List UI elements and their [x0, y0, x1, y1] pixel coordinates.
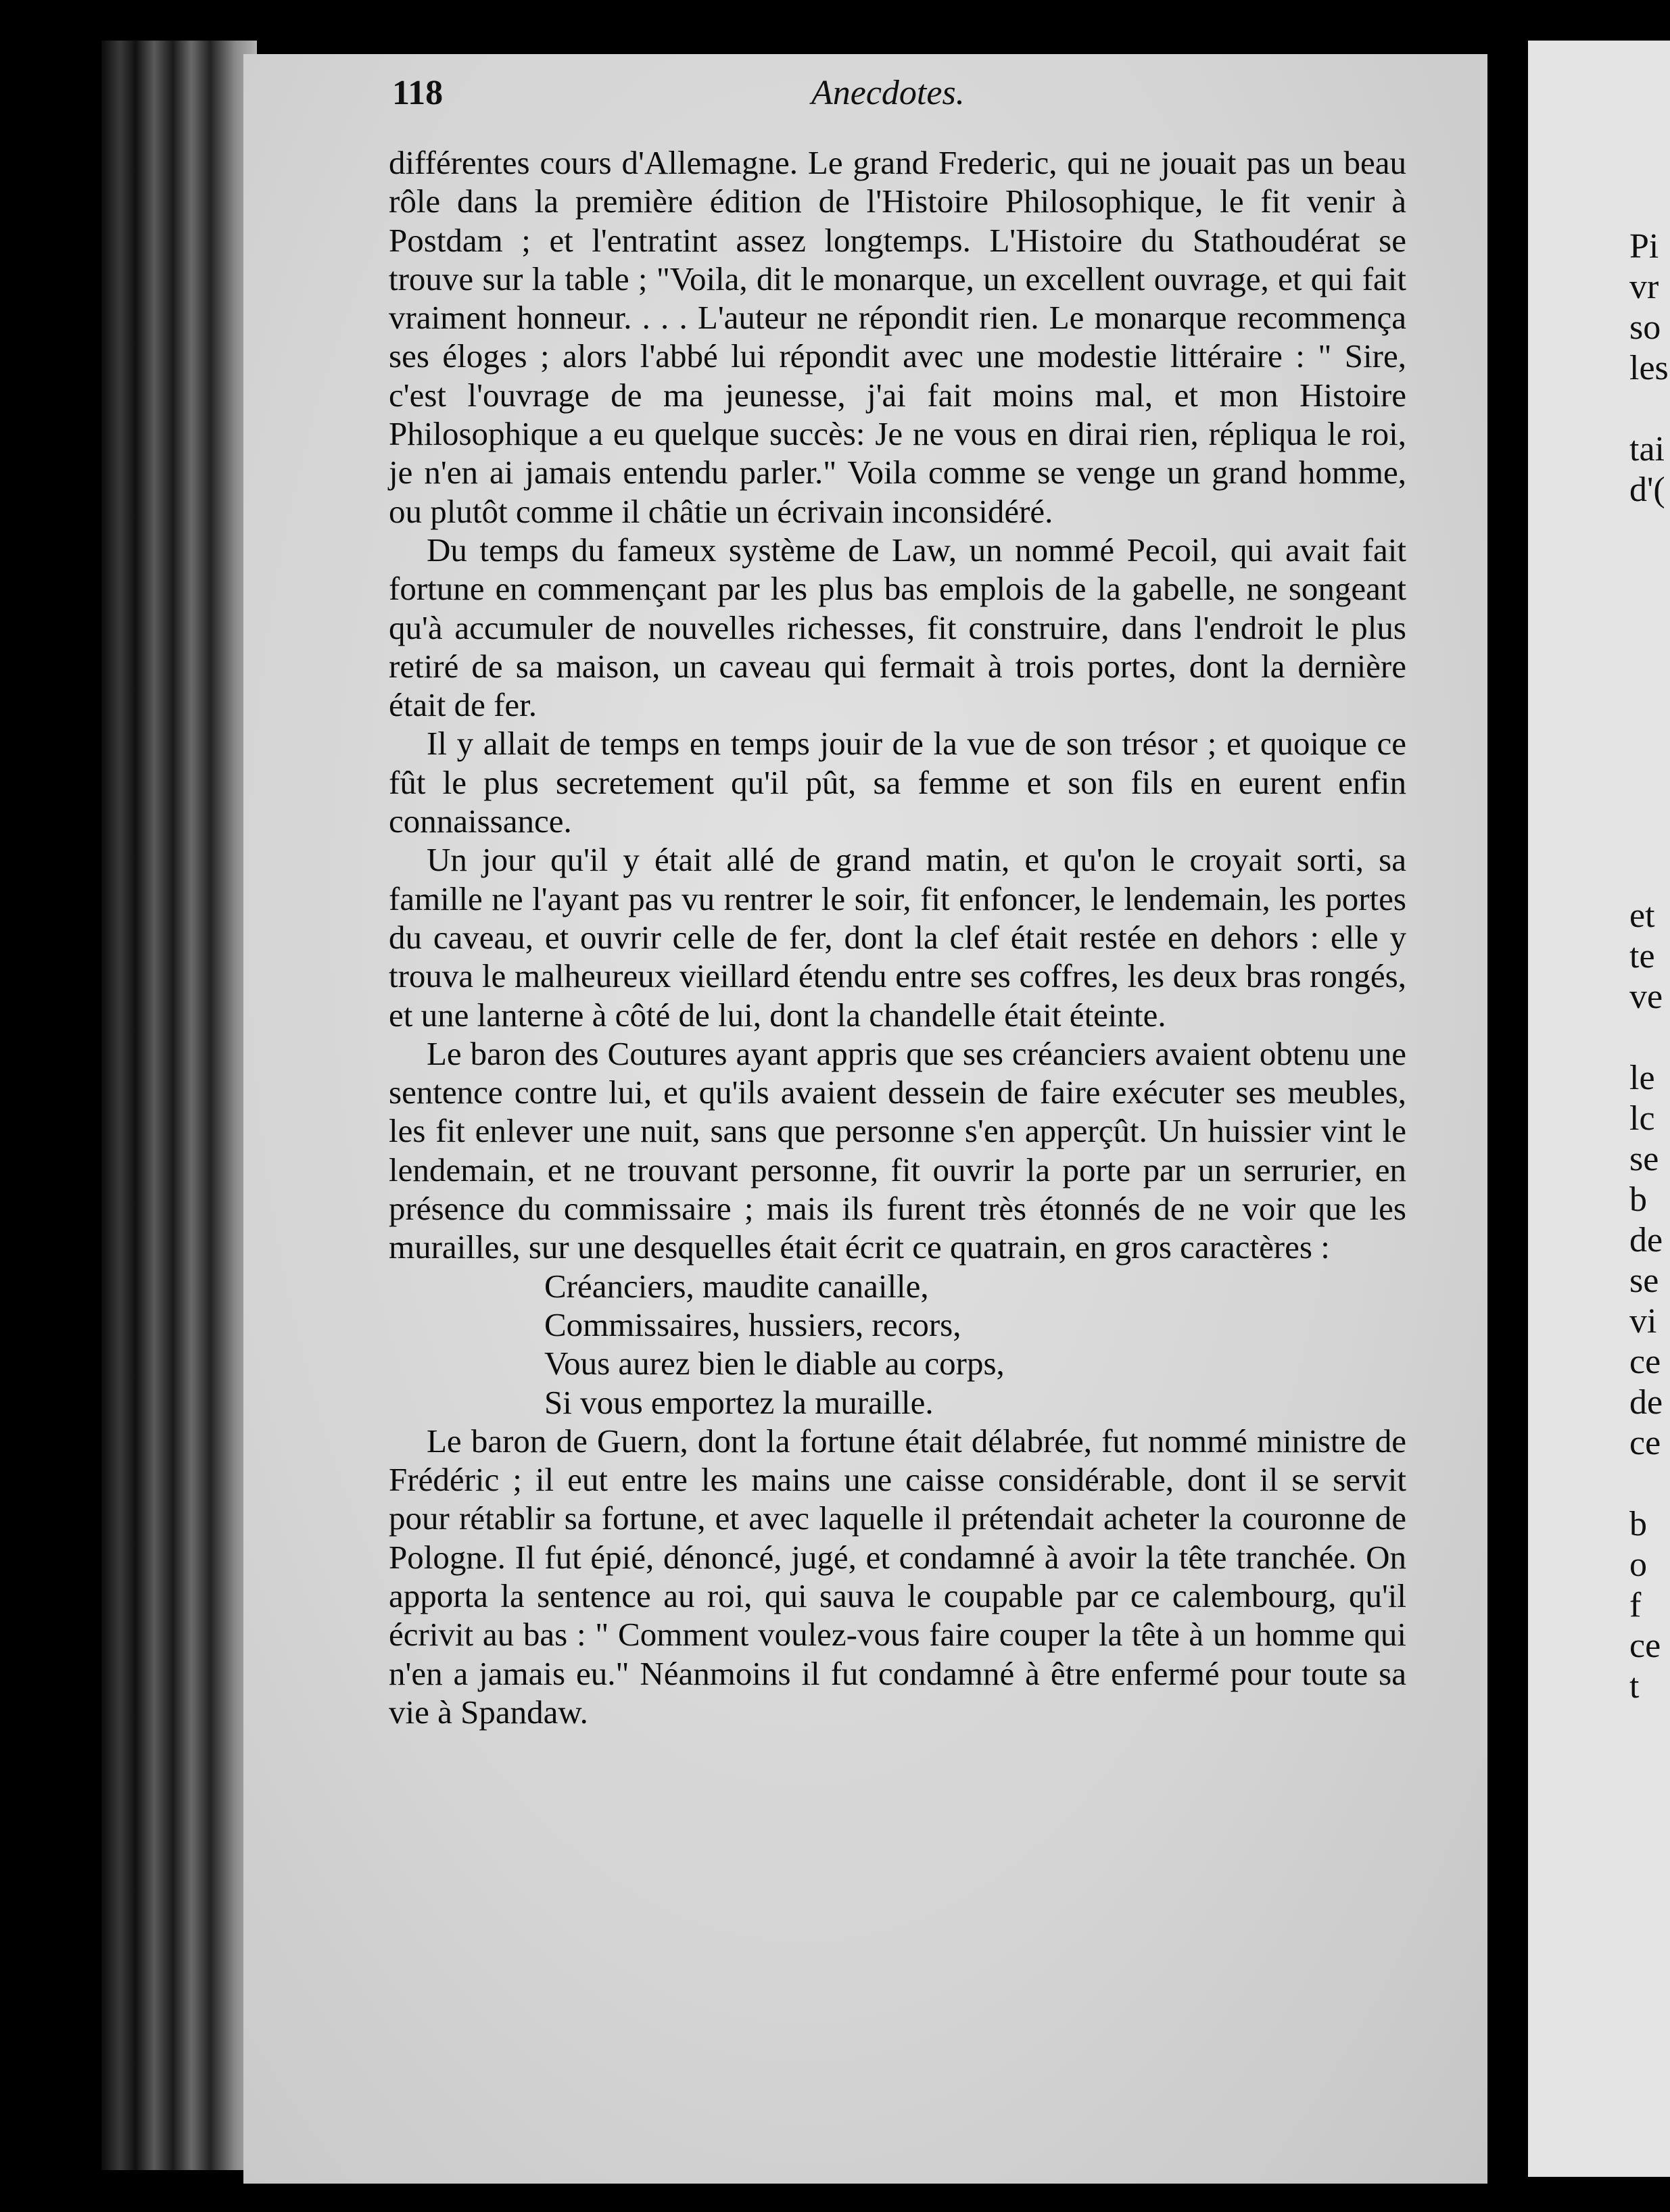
facing-fragment: ce	[1629, 1343, 1661, 1381]
facing-fragment: d'(	[1629, 471, 1665, 509]
facing-page-edge	[1528, 41, 1670, 2177]
facing-fragment: tai	[1629, 430, 1665, 468]
poem-line: Commissaires, hussiers, recors,	[544, 1305, 961, 1343]
facing-fragment: se	[1629, 1261, 1659, 1300]
facing-fragment: so	[1629, 308, 1661, 347]
page-body	[389, 143, 1406, 1731]
poem-line: Créanciers, maudite canaille,	[544, 1267, 929, 1305]
facing-fragment: lc	[1629, 1099, 1655, 1138]
facing-fragment: f	[1629, 1586, 1642, 1625]
paragraph: Du temps du fameux système de Law, un nommé Pecoil, qui avait fait fortune en commençant par les plus bas emplois de la gabelle, ne songeant qu'à accumuler de nouvelles richesses, fit construire, dans l'endroit le plus retiré de sa maison, un caveau qui fermait à trois portes, dont la dernière était de fer.	[389, 531, 1406, 724]
facing-fragment: de	[1629, 1221, 1663, 1259]
paragraph: Un jour qu'il y était allé de grand matin, et qu'on le croyait sorti, sa famille ne l'ayant pas vu rentrer le soir, fit enfoncer, le lendemain, les portes du caveau, et ouvrir celle de fer, dont la clef était restée en dehors : elle y trouva le malheureux vieillard étendu entre ses coffres, les deux bras rongés, et une lanterne à côté de lui, dont la chandelle était éteinte.	[389, 841, 1406, 1034]
facing-fragment: ce	[1629, 1424, 1661, 1462]
facing-fragment: Pi	[1629, 227, 1659, 266]
paragraph: Le baron des Coutures ayant appris que ses créanciers avaient obtenu une sentence contre lui, et qu'ils avaient dessein de faire exécuter ses meubles, les fit enlever une nuit, sans que personne s'en apperçût. Un huissier vint le lendemain, et ne trouvant personne, fit ouvrir la porte par un serrurier, en présence du commissaire ; mais ils furent très étonnés de ne voir que les murailles, sur une desquelles était écrit ce quatrain, en gros caractères :	[389, 1034, 1406, 1266]
facing-fragment: ce	[1629, 1627, 1661, 1665]
facing-fragment: vi	[1629, 1302, 1657, 1341]
running-head: Anecdotes.	[811, 74, 965, 112]
quatrain	[389, 1267, 1406, 1422]
facing-fragment: ve	[1629, 978, 1663, 1016]
facing-fragment: les	[1629, 349, 1669, 387]
facing-fragment: et	[1629, 896, 1655, 935]
facing-fragment: o	[1629, 1545, 1647, 1584]
facing-fragment: de	[1629, 1383, 1663, 1422]
poem-line: Vous aurez bien le diable au corps,	[544, 1345, 1005, 1382]
paragraph: Le baron de Guern, dont la fortune était délabrée, fut nommé ministre de Frédéric ; il eut entre les mains une caisse considérable, dont il se servit pour rétablir sa fortune, et avec laquelle il prétendait acheter la couronne de Pologne. Il fut épié, dénoncé, jugé, et condamné à avoir la tête tranchée. On apporta la sentence au roi, qui sauva le coupable par ce calembourg, qu'il écrivit au bas : " Comment voulez-vous faire couper la tête à un homme qui n'en a jamais eu." Néanmoins il fut condamné à être enfermé pour toute sa vie à Spandaw.	[389, 1422, 1406, 1731]
facing-fragment: t	[1629, 1667, 1640, 1706]
facing-fragment: se	[1629, 1140, 1659, 1178]
poem-line: Si vous emportez la muraille.	[544, 1383, 934, 1421]
facing-fragment: vr	[1629, 268, 1659, 306]
page-number: 118	[392, 74, 444, 112]
book-spine-edge	[101, 41, 257, 2170]
facing-fragment: b	[1629, 1505, 1647, 1543]
facing-fragment: b	[1629, 1180, 1647, 1219]
page-header	[392, 73, 1406, 120]
paragraph: Il y allait de temps en temps jouir de la vue de son trésor ; et quoique ce fût le plus secretement qu'il pût, sa femme et son fils en eurent enfin connaissance.	[389, 725, 1406, 840]
paragraph: différentes cours d'Allemagne. Le grand Frederic, qui ne jouait pas un beau rôle dans la première édition de l'Histoire Philosophique, le fit venir à Postdam ; et l'entratint assez longtemps. L'Histoire du Stathoudérat se trouve sur la table ; "Voila, dit le monarque, un excellent ouvrage, et qui fait vraiment honneur. . . . L'auteur ne répondit rien. Le monarque recommença ses éloges ; alors l'abbé lui répondit avec une modestie littéraire : " Sire, c'est l'ouvrage de ma jeunesse, j'ai fait moins mal, et mon Histoire Philosophique a eu quelque succès: Je ne vous en dirai rien, répliqua le roi, je n'en ai jamais entendu parler." Voila comme se venge un grand homme, ou plutôt comme il châtie un écrivain inconsidéré.	[389, 144, 1406, 530]
facing-fragment: te	[1629, 937, 1655, 976]
facing-fragment: le	[1629, 1059, 1655, 1097]
